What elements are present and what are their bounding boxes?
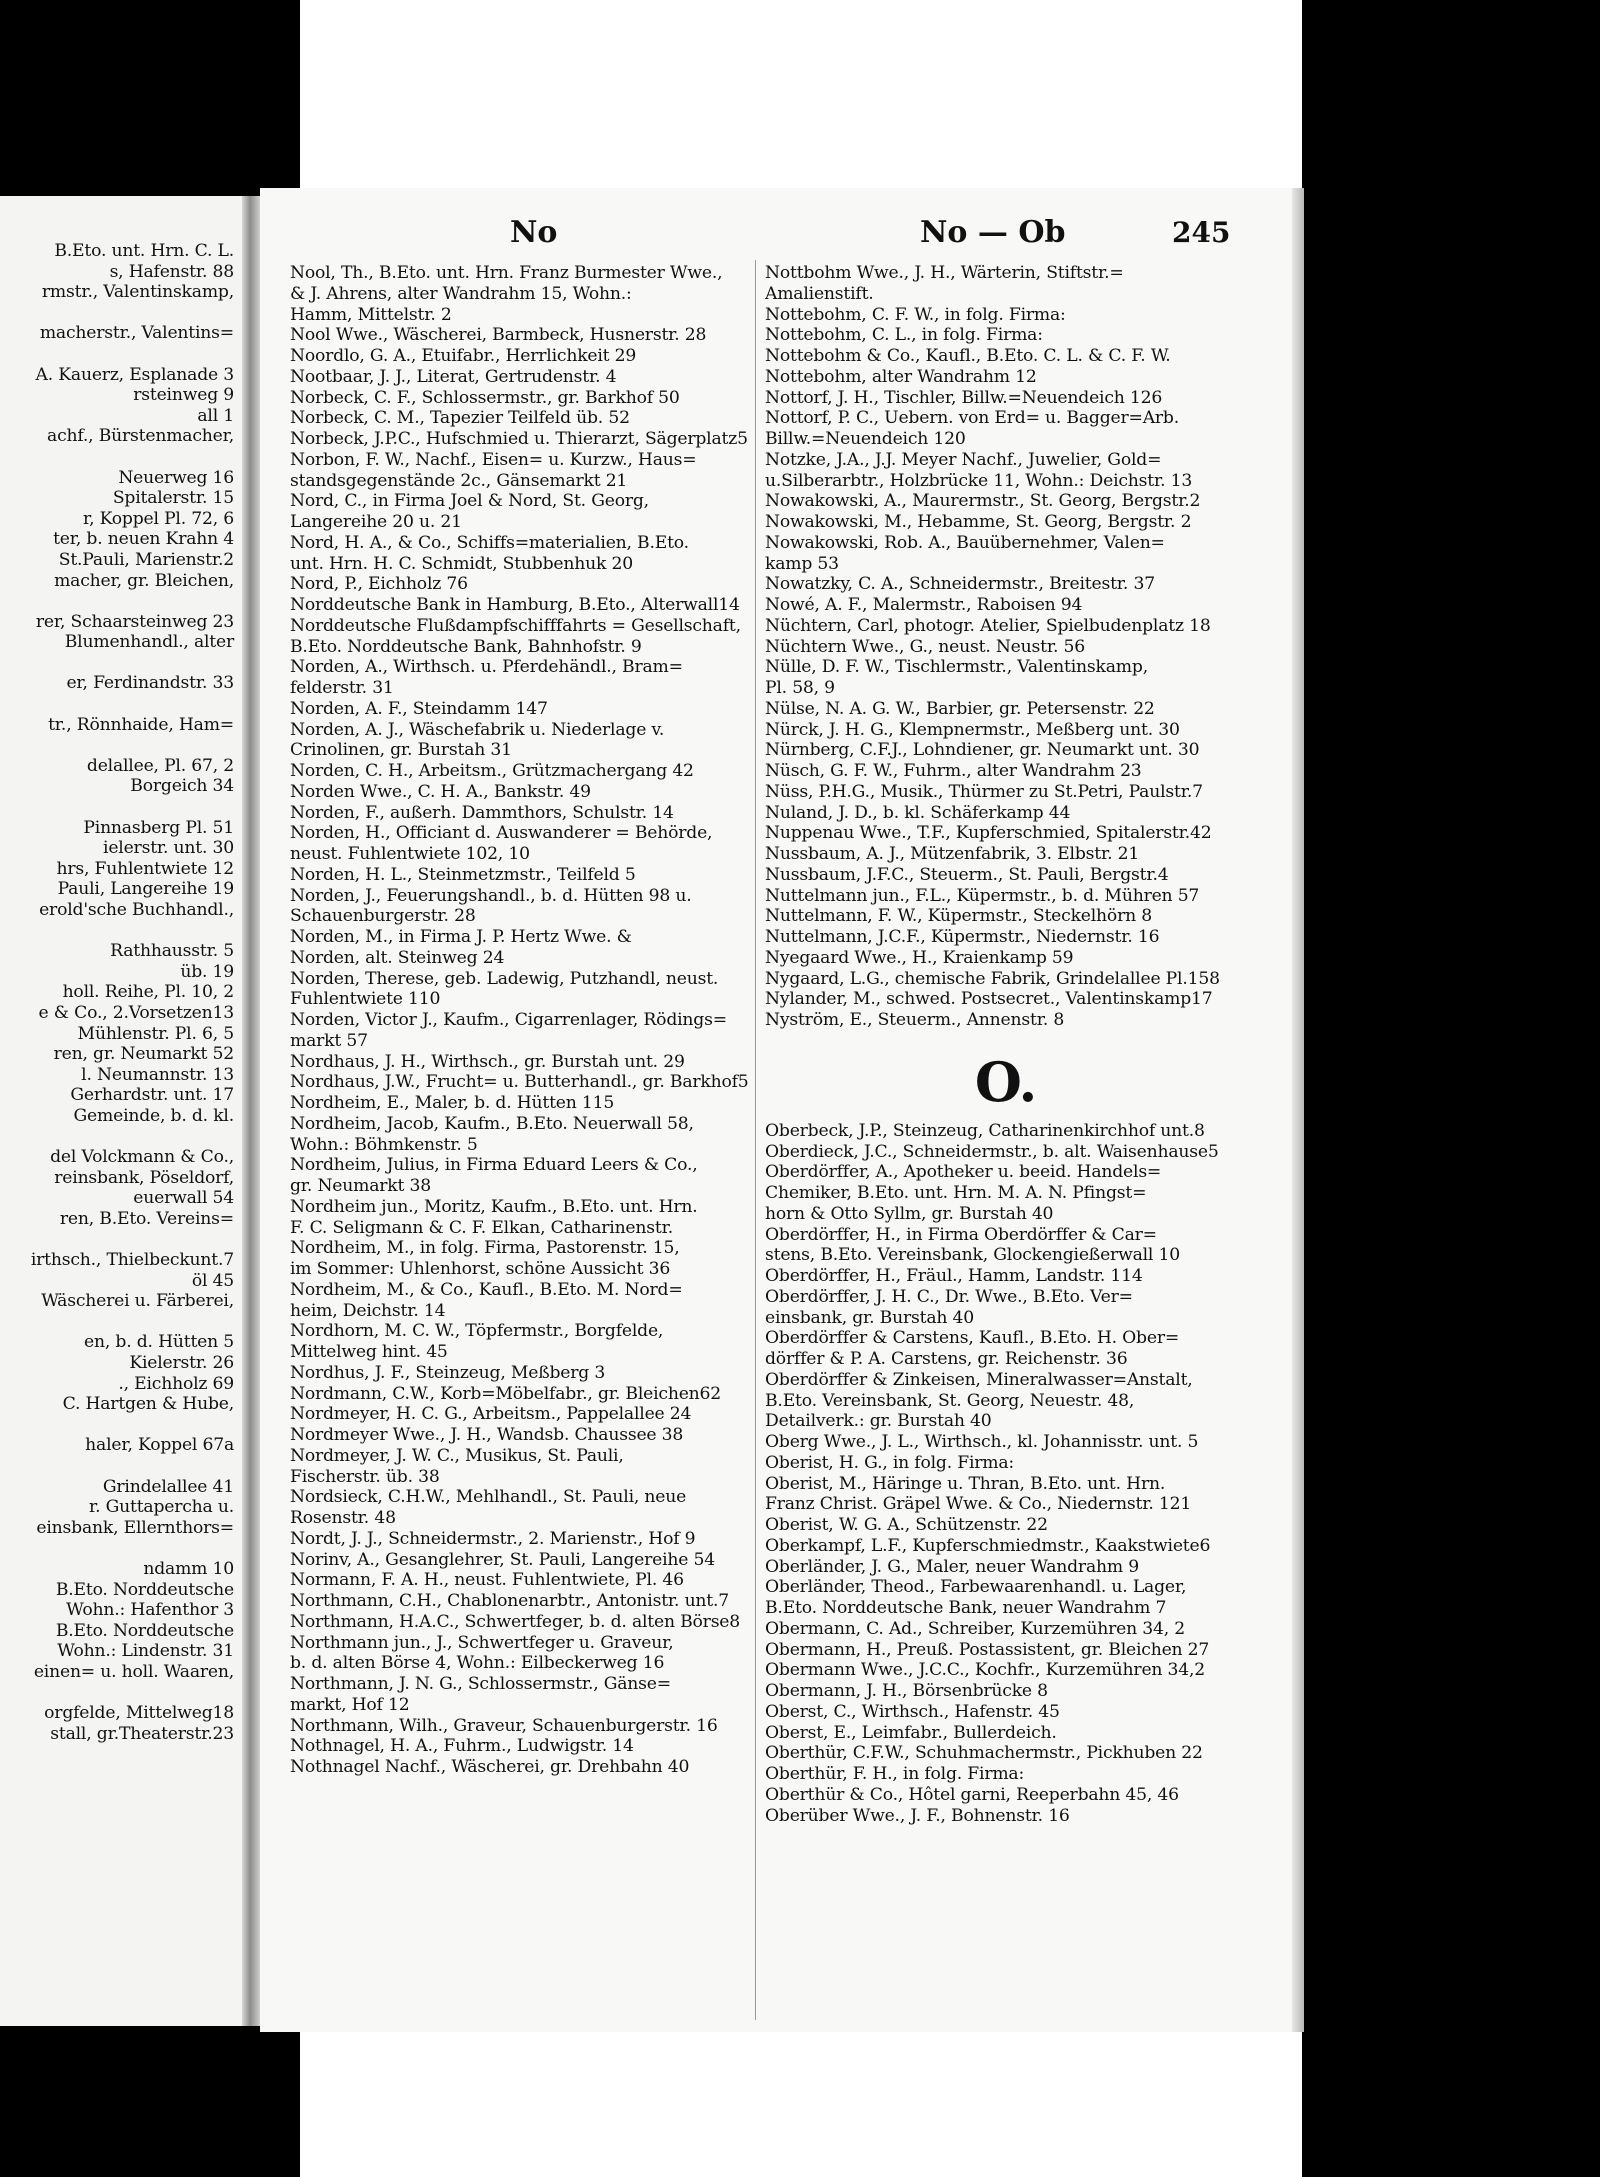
directory-entry-line: Oberdörffer & Zinkeisen, Mineralwasser=Anstalt, xyxy=(765,1369,1193,1390)
directory-entry-line: Oberländer, Theod., Farbewaarenhandl. u. Lager, xyxy=(765,1577,1187,1598)
directory-entry-line: Norden, M., in Firma J. P. Hertz Wwe. & xyxy=(290,927,632,947)
directory-entry-line: Nordhus, J. F., Steinzeug, Meßberg 3 xyxy=(290,1362,606,1383)
directory-entry-line: Schauenburgerstr. 28 xyxy=(290,906,476,927)
directory-entry-line: Detailverk.: gr. Burstah 40 xyxy=(765,1411,992,1432)
directory-entry-line: Oberg Wwe., J. L., Wirthsch., kl. Johannisstr. unt. 5 xyxy=(765,1432,1199,1452)
directory-entry-line: Norden, H., Officiant d. Auswanderer = Behörde, xyxy=(290,823,713,844)
directory-entry-line: Nowakowski, A., Maurermstr., St. Georg, Bergstr.2 xyxy=(765,491,1201,512)
fragment-line: Wohn.: Lindenstr. 31 xyxy=(57,1641,234,1662)
directory-entry-line: Amalienstift. xyxy=(765,283,874,304)
directory-entry-line: Norden, F., außerh. Dammthors, Schulstr. 14 xyxy=(290,802,674,823)
fragment-line: Borgeich 34 xyxy=(130,776,234,797)
section-spacer xyxy=(765,1031,1247,1043)
fragment-line xyxy=(0,921,240,942)
fragment-line: macher, gr. Bleichen, xyxy=(54,570,234,591)
directory-entry-line: B.Eto. Norddeutsche Bank, neuer Wandrahm 7 xyxy=(765,1598,1167,1618)
fragment-line xyxy=(0,1538,240,1559)
fragment-line xyxy=(0,797,240,818)
directory-entry-line: Nord, H. A., & Co., Schiffs=materialien, B.Eto. xyxy=(290,532,689,553)
directory-entry-line: Nyström, E., Steuerm., Annenstr. 8 xyxy=(765,1010,1065,1030)
fragment-line: B.Eto. Norddeutsche xyxy=(55,1620,234,1641)
directory-entry-line: Oberthür, C.F.W., Schuhmachermstr., Pickhuben 22 xyxy=(765,1743,1203,1764)
page-edge xyxy=(1292,188,1304,2032)
directory-entry-line: Northmann, Wilh., Graveur, Schauenburgerstr. 16 xyxy=(290,1715,718,1736)
directory-entry-line: Nottebohm, C. L., in folg. Firma: xyxy=(765,325,1043,346)
fragment-line: r. Guttapercha u. xyxy=(88,1497,234,1518)
fragment-line xyxy=(0,1127,240,1148)
directory-entry-line: Nüchtern Wwe., G., neust. Neustr. 56 xyxy=(765,636,1085,657)
fragment-line: einsbank, Ellernthors= xyxy=(36,1517,234,1538)
directory-entry-line: Hamm, Mittelstr. 2 xyxy=(290,304,452,325)
previous-page-fragment xyxy=(0,196,242,2026)
directory-entry-line: Oberthür, F. H., in folg. Firma: xyxy=(765,1764,1025,1784)
fragment-line xyxy=(0,1456,240,1477)
fragment-line xyxy=(0,447,240,468)
directory-entry-line: einsbank, gr. Burstah 40 xyxy=(765,1307,974,1328)
directory-entry-line: Oberdörffer & Carstens, Kaufl., B.Eto. H. Ober= xyxy=(765,1328,1180,1349)
directory-entry-line: Norden, C. H., Arbeitsm., Grützmachergang 42 xyxy=(290,761,694,781)
fragment-line: del Volckmann & Co., xyxy=(50,1147,234,1168)
fragment-line: Gemeinde, b. d. kl. xyxy=(73,1105,234,1126)
directory-entry-line: Nowé, A. F., Malermstr., Raboisen 94 xyxy=(765,595,1083,615)
directory-entry-line: Norden, Therese, geb. Ladewig, Putzhandl, neust. xyxy=(290,968,719,989)
fragment-line: Blumenhandl., alter xyxy=(64,632,234,653)
fragment-line: ren, B.Eto. Vereins= xyxy=(59,1208,234,1229)
directory-entry-line: Nottorf, P. C., Uebern. von Erd= u. Bagger=Arb. xyxy=(765,408,1179,429)
fragment-line: öl 45 xyxy=(191,1270,234,1291)
directory-entry-line: horn & Otto Syllm, gr. Burstah 40 xyxy=(765,1203,1054,1224)
fragment-line: en, b. d. Hütten 5 xyxy=(84,1332,234,1353)
directory-entry-line: Norden, A., Wirthsch. u. Pferdehändl., Bram= xyxy=(290,657,683,678)
directory-entry-line: Billw.=Neuendeich 120 xyxy=(765,429,966,449)
directory-entry-line: Nuttelmann, F. W., Küpermstr., Steckelhörn 8 xyxy=(765,906,1152,927)
fragment-line: Grindelallee 41 xyxy=(102,1476,234,1497)
directory-entry-line: Norden, Victor J., Kaufm., Cigarrenlager, Rödings= xyxy=(290,1010,727,1030)
directory-entry-line: kamp 53 xyxy=(765,553,839,574)
fragment-line: er, Ferdinandstr. 33 xyxy=(66,673,234,694)
fragment-line: l. Neumannstr. 13 xyxy=(81,1064,234,1085)
fragment-line xyxy=(0,344,240,365)
directory-entry-line: Oberländer, J. G., Maler, neuer Wandrahm 9 xyxy=(765,1556,1139,1577)
directory-entry-line: Norddeutsche Flußdampfschifffahrts = Gesellschaft, xyxy=(290,615,741,636)
fragment-line: Wäscherei u. Färberei, xyxy=(41,1291,234,1312)
directory-entry-line: Oberdörffer, H., Fräul., Hamm, Landstr. 114 xyxy=(765,1266,1143,1286)
fragment-line: rmstr., Valentinskamp, xyxy=(41,282,234,303)
directory-entry-line: Nowakowski, M., Hebamme, St. Georg, Bergstr. 2 xyxy=(765,512,1192,532)
directory-entry-line: Nylander, M., schwed. Postsecret., Valentinskamp17 xyxy=(765,989,1213,1010)
fragment-line: rsteinweg 9 xyxy=(133,385,234,406)
directory-entry-line: Nordheim, Julius, in Firma Eduard Leers & Co., xyxy=(290,1155,698,1176)
directory-entry-line: Fuhlentwiete 110 xyxy=(290,989,441,1010)
previous-page-column xyxy=(0,241,240,1744)
directory-entry-line: Oberst, C., Wirthsch., Hafenstr. 45 xyxy=(765,1701,1060,1722)
fragment-line: Mühlenstr. Pl. 6, 5 xyxy=(77,1023,234,1044)
directory-entry-line: Norden, alt. Steinweg 24 xyxy=(290,947,505,968)
directory-entry-line: Nowakowski, Rob. A., Bauübernehmer, Valen= xyxy=(765,532,1165,553)
directory-entry-line: Obermann, J. H., Börsenbrücke 8 xyxy=(765,1681,1048,1701)
directory-entry-line: stens, B.Eto. Vereinsbank, Glockengießerwall 10 xyxy=(765,1245,1180,1266)
directory-entry-line: Oberist, H. G., in folg. Firma: xyxy=(765,1452,1014,1473)
directory-entry-line: Nordheim, M., & Co., Kaufl., B.Eto. M. Nord= xyxy=(290,1279,683,1300)
fragment-line xyxy=(0,1312,240,1333)
directory-entry-line: im Sommer: Uhlenhorst, schöne Aussicht 36 xyxy=(290,1259,671,1279)
directory-entry-line: gr. Neumarkt 38 xyxy=(290,1176,431,1196)
directory-entry-line: Nool Wwe., Wäscherei, Barmbeck, Husnerstr. 28 xyxy=(290,325,707,346)
fragment-line: Spitalerstr. 15 xyxy=(112,488,234,509)
directory-entry-line: Nottorf, J. H., Tischler, Billw.=Neuendeich 126 xyxy=(765,387,1163,408)
directory-entry-line: Nordmeyer, H. C. G., Arbeitsm., Pappelallee 24 xyxy=(290,1404,692,1425)
directory-entry-line: F. C. Seligmann & C. F. Elkan, Catharinenstr. xyxy=(290,1217,673,1238)
directory-entry-line: Norden Wwe., C. H. A., Bankstr. 49 xyxy=(290,781,591,802)
fragment-line: all 1 xyxy=(197,405,234,426)
directory-entry-line: Norden, H. L., Steinmetzmstr., Teilfeld 5 xyxy=(290,864,636,885)
directory-entry-line: Oberbeck, J.P., Steinzeug, Catharinenkirchhof unt.8 xyxy=(765,1120,1205,1141)
directory-entry-line: Oberdieck, J.C., Schneidermstr., b. alt. Waisenhause5 xyxy=(765,1141,1219,1162)
directory-entry-line: Nuland, J. D., b. kl. Schäferkamp 44 xyxy=(765,802,1071,823)
directory-entry-line: Noordlo, G. A., Etuifabr., Herrlichkeit 29 xyxy=(290,346,637,366)
directory-entry-line: Nülle, D. F. W., Tischlermstr., Valentinskamp, xyxy=(765,657,1148,678)
directory-page xyxy=(260,188,1304,2032)
directory-entry-line: Oberdörffer, H., in Firma Oberdörffer & Car= xyxy=(765,1224,1157,1245)
directory-entry-line: B.Eto. Norddeutsche Bank, Bahnhofstr. 9 xyxy=(290,636,642,657)
fragment-line: rer, Schaarsteinweg 23 xyxy=(35,611,234,632)
directory-entry-line: standsgegenstände 2c., Gänsemarkt 21 xyxy=(290,470,628,491)
fragment-line: tr., Rönnhaide, Ham= xyxy=(48,714,234,735)
directory-entry-line: Nordheim, M., in folg. Firma, Pastorenstr. 15, xyxy=(290,1238,680,1259)
directory-entry-line: Oberkampf, L.F., Kupferschmiedmstr., Kaakstwiete6 xyxy=(765,1535,1211,1556)
directory-entry-line: Notzke, J.A., J.J. Meyer Nachf., Juwelier, Gold= xyxy=(765,449,1162,470)
directory-entry-line: Nord, P., Eichholz 76 xyxy=(290,574,468,595)
fragment-line xyxy=(0,735,240,756)
directory-entry-line: Pl. 58, 9 xyxy=(765,678,835,698)
fragment-line: Neuerweg 16 xyxy=(118,467,234,488)
directory-entry-line: Norden, J., Feuerungshandl., b. d. Hütten 98 u. xyxy=(290,885,692,906)
directory-entry-line: Oberdörffer, J. H. C., Dr. Wwe., B.Eto. Ver= xyxy=(765,1286,1133,1307)
fragment-line: macherstr., Valentins= xyxy=(39,323,234,344)
directory-entry-line: Nordsieck, C.H.W., Mehlhandl., St. Pauli, neue xyxy=(290,1487,687,1508)
fragment-line: B.Eto. Norddeutsche xyxy=(55,1579,234,1600)
directory-entry-line: Nothnagel Nachf., Wäscherei, gr. Drehbahn 40 xyxy=(290,1757,690,1777)
directory-entry-line: Nottebohm & Co., Kaufl., B.Eto. C. L. & C. F. W. xyxy=(765,346,1171,366)
fragment-line: üb. 19 xyxy=(180,961,234,982)
directory-entry-line: Nülse, N. A. G. W., Barbier, gr. Petersenstr. 22 xyxy=(765,698,1155,719)
fragment-line: A. Kauerz, Esplanade 3 xyxy=(35,364,234,385)
directory-entry-line: Nowatzky, C. A., Schneidermstr., Breitestr. 37 xyxy=(765,574,1155,595)
fragment-line xyxy=(0,591,240,612)
directory-entry-line: dörffer & P. A. Carstens, gr. Reichenstr. 36 xyxy=(765,1349,1128,1369)
directory-entry-line: b. d. alten Börse 4, Wohn.: Eilbeckerweg 16 xyxy=(290,1653,665,1674)
directory-entry-line: Nuttelmann jun., F.L., Küpermstr., b. d. Mühren 57 xyxy=(765,885,1200,906)
fragment-line: Wohn.: Hafenthor 3 xyxy=(66,1600,234,1621)
fragment-line xyxy=(0,1683,240,1704)
fragment-line: e & Co., 2.Vorsetzen13 xyxy=(38,1002,234,1023)
directory-entry-line: Nussbaum, A. J., Mützenfabrik, 3. Elbstr. 21 xyxy=(765,844,1140,864)
fragment-line: s, Hafenstr. 88 xyxy=(109,261,234,282)
directory-entry-line: u.Silberarbtr., Holzbrücke 11, Wohn.: Deichstr. 13 xyxy=(765,470,1193,491)
directory-entry-line: Rosenstr. 48 xyxy=(290,1508,396,1528)
fragment-line: Kielerstr. 26 xyxy=(129,1353,234,1374)
directory-entry-line: Oberüber Wwe., J. F., Bohnenstr. 16 xyxy=(765,1805,1070,1826)
directory-entry-line: Mittelweg hint. 45 xyxy=(290,1342,448,1362)
directory-entry-line: Norbeck, C. M., Tapezier Teilfeld üb. 52 xyxy=(290,408,630,429)
fragment-line: r, Koppel Pl. 72, 6 xyxy=(82,508,234,529)
directory-entry-line: markt, Hof 12 xyxy=(290,1694,410,1715)
directory-entry-line: Oberdörffer, A., Apotheker u. beeid. Handels= xyxy=(765,1162,1162,1183)
directory-entry-line: unt. Hrn. H. C. Schmidt, Stubbenhuk 20 xyxy=(290,553,633,574)
fragment-line xyxy=(0,653,240,674)
directory-entry-line: Nürck, J. H. G., Klempnermstr., Meßberg unt. 30 xyxy=(765,719,1180,740)
directory-entry-line: Nuttelmann, J.C.F., Küpermstr., Niedernstr. 16 xyxy=(765,927,1160,947)
directory-entry-line: Norbon, F. W., Nachf., Eisen= u. Kurzw., Haus= xyxy=(290,449,697,470)
directory-entry-line: Wohn.: Böhmkenstr. 5 xyxy=(290,1134,478,1155)
directory-entry-line: Obermann, C. Ad., Schreiber, Kurzemühren 34, 2 xyxy=(765,1618,1186,1639)
directory-entry-line: Northmann jun., J., Schwertfeger u. Graveur, xyxy=(290,1632,674,1653)
directory-entry-line: Nussbaum, J.F.C., Steuerm., St. Pauli, Bergstr.4 xyxy=(765,864,1169,885)
directory-entry-line: Nüchtern, Carl, photogr. Atelier, Spielbudenplatz 18 xyxy=(765,615,1211,636)
directory-entry-line: Fischerstr. üb. 38 xyxy=(290,1466,440,1487)
directory-entry-line: Nüss, P.H.G., Musik., Thürmer zu St.Petri, Paulstr.7 xyxy=(765,781,1203,802)
fragment-line: ren, gr. Neumarkt 52 xyxy=(53,1044,234,1065)
directory-entry-line: Northmann, H.A.C., Schwertfeger, b. d. alten Börse8 xyxy=(290,1611,741,1632)
directory-entry-line: Norinv, A., Gesanglehrer, St. Pauli, Langereihe 54 xyxy=(290,1549,715,1570)
fragment-line: B.Eto. unt. Hrn. C. L. xyxy=(54,241,234,261)
directory-entry-line: Nordmeyer Wwe., J. H., Wandsb. Chaussee 38 xyxy=(290,1425,684,1445)
scan-background-right xyxy=(1302,0,1600,2177)
fragment-line xyxy=(0,1230,240,1251)
directory-entry-line: Nottbohm Wwe., J. H., Wärterin, Stiftstr.= xyxy=(765,263,1124,283)
directory-entry-line: Nottebohm, C. F. W., in folg. Firma: xyxy=(765,304,1066,325)
directory-entry-line: Nürnberg, C.F.J., Lohndiener, gr. Neumarkt unt. 30 xyxy=(765,740,1200,761)
section-letter-heading: O. xyxy=(974,1049,1038,1114)
directory-entry-line: Norbeck, J.P.C., Hufschmied u. Thierarzt, Sägerplatz5 xyxy=(290,429,748,449)
fragment-line: ndamm 10 xyxy=(143,1559,234,1579)
directory-entry-line: Obermann Wwe., J.C.C., Kochfr., Kurzemühren 34,2 xyxy=(765,1660,1206,1681)
fragment-line: orgfelde, Mittelweg18 xyxy=(44,1703,234,1724)
directory-entry-line: Normann, F. A. H., neust. Fuhlentwiete, Pl. 46 xyxy=(290,1570,684,1591)
directory-entry-line: B.Eto. Vereinsbank, St. Georg, Neuestr. 48, xyxy=(765,1390,1135,1411)
fragment-line: delallee, Pl. 67, 2 xyxy=(86,755,234,776)
directory-entry-line: Norbeck, C. F., Schlossermstr., gr. Barkhof 50 xyxy=(290,387,680,408)
fragment-line: stall, gr.Theaterstr.23 xyxy=(50,1723,234,1744)
directory-entry-line: neust. Fuhlentwiete 102, 10 xyxy=(290,844,530,864)
directory-entry-line: Nüsch, G. F. W., Fuhrm., alter Wandrahm 23 xyxy=(765,761,1142,781)
directory-entry-line: Norden, A. F., Steindamm 147 xyxy=(290,698,548,719)
directory-entry-line: Nyegaard Wwe., H., Kraienkamp 59 xyxy=(765,947,1074,968)
directory-entry-line: Oberist, M., Häringe u. Thran, B.Eto. unt. Hrn. xyxy=(765,1473,1166,1494)
page-number: 245 xyxy=(1172,216,1231,249)
directory-entry-line: Northmann, C.H., Chablonenarbtr., Antonistr. unt.7 xyxy=(290,1591,730,1611)
fragment-line: St.Pauli, Marienstr.2 xyxy=(58,549,234,570)
directory-entry-line: Franz Christ. Gräpel Wwe. & Co., Niedernstr. 121 xyxy=(765,1494,1192,1515)
directory-entry-line: Nord, C., in Firma Joel & Nord, St. Georg, xyxy=(290,491,649,512)
directory-entry-line: Northmann, J. N. G., Schlossermstr., Gänse= xyxy=(290,1674,671,1694)
directory-entry-line: Norden, A. J., Wäschefabrik u. Niederlage v. xyxy=(290,719,665,740)
fragment-line: Rathhausstr. 5 xyxy=(110,941,234,962)
directory-entry-line: felderstr. 31 xyxy=(290,678,394,698)
fragment-line: Gerhardstr. unt. 17 xyxy=(70,1085,234,1106)
directory-entry-line: Nordheim, Jacob, Kaufm., B.Eto. Neuerwall 58, xyxy=(290,1113,694,1134)
directory-entry-line: Nordhaus, J. H., Wirthsch., gr. Burstah unt. 29 xyxy=(290,1051,685,1072)
fragment-line: ielerstr. unt. 30 xyxy=(103,838,234,859)
left-directory-column xyxy=(290,263,750,1778)
directory-entry-line: Nordhaus, J.W., Frucht= u. Butterhandl., gr. Barkhof5 xyxy=(290,1072,749,1093)
fragment-line: Pinnasberg Pl. 51 xyxy=(83,817,234,838)
directory-entry-line: Chemiker, B.Eto. unt. Hrn. M. A. N. Pfingst= xyxy=(765,1183,1147,1203)
fragment-line: C. Hartgen & Hube, xyxy=(62,1394,234,1415)
left-column-heading: No xyxy=(510,215,558,250)
directory-entry-line: Langereihe 20 u. 21 xyxy=(290,512,462,532)
column-divider xyxy=(755,260,756,2020)
directory-entry-line: Nordhorn, M. C. W., Töpfermstr., Borgfelde, xyxy=(290,1321,664,1342)
right-directory-column xyxy=(765,263,1247,1826)
directory-entry-line: Nordmann, C.W., Korb=Möbelfabr., gr. Bleichen62 xyxy=(290,1383,722,1404)
fragment-line: hrs, Fuhlentwiete 12 xyxy=(56,858,234,879)
directory-entry-line: Nordheim, E., Maler, b. d. Hütten 115 xyxy=(290,1093,615,1113)
fragment-line: reinsbank, Pöseldorf, xyxy=(54,1167,234,1188)
fragment-line: ., Eichholz 69 xyxy=(118,1373,234,1394)
directory-entry-line: Oberist, W. G. A., Schützenstr. 22 xyxy=(765,1515,1048,1535)
fragment-line: achf., Bürstenmacher, xyxy=(47,426,234,447)
directory-entry-line: Crinolinen, gr. Burstah 31 xyxy=(290,740,512,761)
directory-entry-line: heim, Deichstr. 14 xyxy=(290,1300,446,1321)
directory-entry-line: & J. Ahrens, alter Wandrahm 15, Wohn.: xyxy=(290,283,632,304)
fragment-line: haler, Koppel 67a xyxy=(85,1435,234,1456)
directory-entry-line: Nordheim jun., Moritz, Kaufm., B.Eto. unt. Hrn. xyxy=(290,1196,698,1217)
directory-entry-line: Oberthür & Co., Hôtel garni, Reeperbahn 45, 46 xyxy=(765,1784,1179,1805)
directory-entry-line: Nordt, J. J., Schneidermstr., 2. Marienstr., Hof 9 xyxy=(290,1528,696,1549)
book-gutter xyxy=(242,196,260,2026)
directory-entry-line: Oberst, E., Leimfabr., Bullerdeich. xyxy=(765,1722,1057,1743)
directory-entry-line: Nordmeyer, J. W. C., Musikus, St. Pauli, xyxy=(290,1445,624,1466)
fragment-line: erold'sche Buchhandl., xyxy=(39,900,234,920)
right-column-heading: No — Ob xyxy=(920,215,1066,250)
fragment-line: euerwall 54 xyxy=(133,1188,234,1209)
directory-entry-line: Nuppenau Wwe., T.F., Kupferschmied, Spitalerstr.42 xyxy=(765,823,1212,844)
directory-entry-line: Obermann, H., Preuß. Postassistent, gr. Bleichen 27 xyxy=(765,1639,1210,1660)
fragment-line: holl. Reihe, Pl. 10, 2 xyxy=(62,982,234,1003)
directory-entry-line: Nottebohm, alter Wandrahm 12 xyxy=(765,366,1037,387)
directory-entry-line: Nool, Th., B.Eto. unt. Hrn. Franz Burmester Wwe., xyxy=(290,263,723,283)
directory-entry-line: Nothnagel, H. A., Fuhrm., Ludwigstr. 14 xyxy=(290,1736,634,1757)
fragment-line: irthsch., Thielbeckunt.7 xyxy=(30,1250,234,1271)
fragment-line xyxy=(0,303,240,324)
fragment-line xyxy=(0,694,240,715)
fragment-line: einen= u. holl. Waaren, xyxy=(33,1661,234,1682)
fragment-line: Pauli, Langereihe 19 xyxy=(57,879,234,900)
directory-entry-line: Nygaard, L.G., chemische Fabrik, Grindelallee Pl.158 xyxy=(765,968,1220,989)
directory-entry-line: Nootbaar, J. J., Literat, Gertrudenstr. 4 xyxy=(290,366,617,387)
fragment-line xyxy=(0,1415,240,1436)
directory-entry-line: markt 57 xyxy=(290,1030,368,1051)
fragment-line: ter, b. neuen Krahn 4 xyxy=(53,529,234,550)
directory-entry-line: Norddeutsche Bank in Hamburg, B.Eto., Alterwall14 xyxy=(290,595,740,615)
